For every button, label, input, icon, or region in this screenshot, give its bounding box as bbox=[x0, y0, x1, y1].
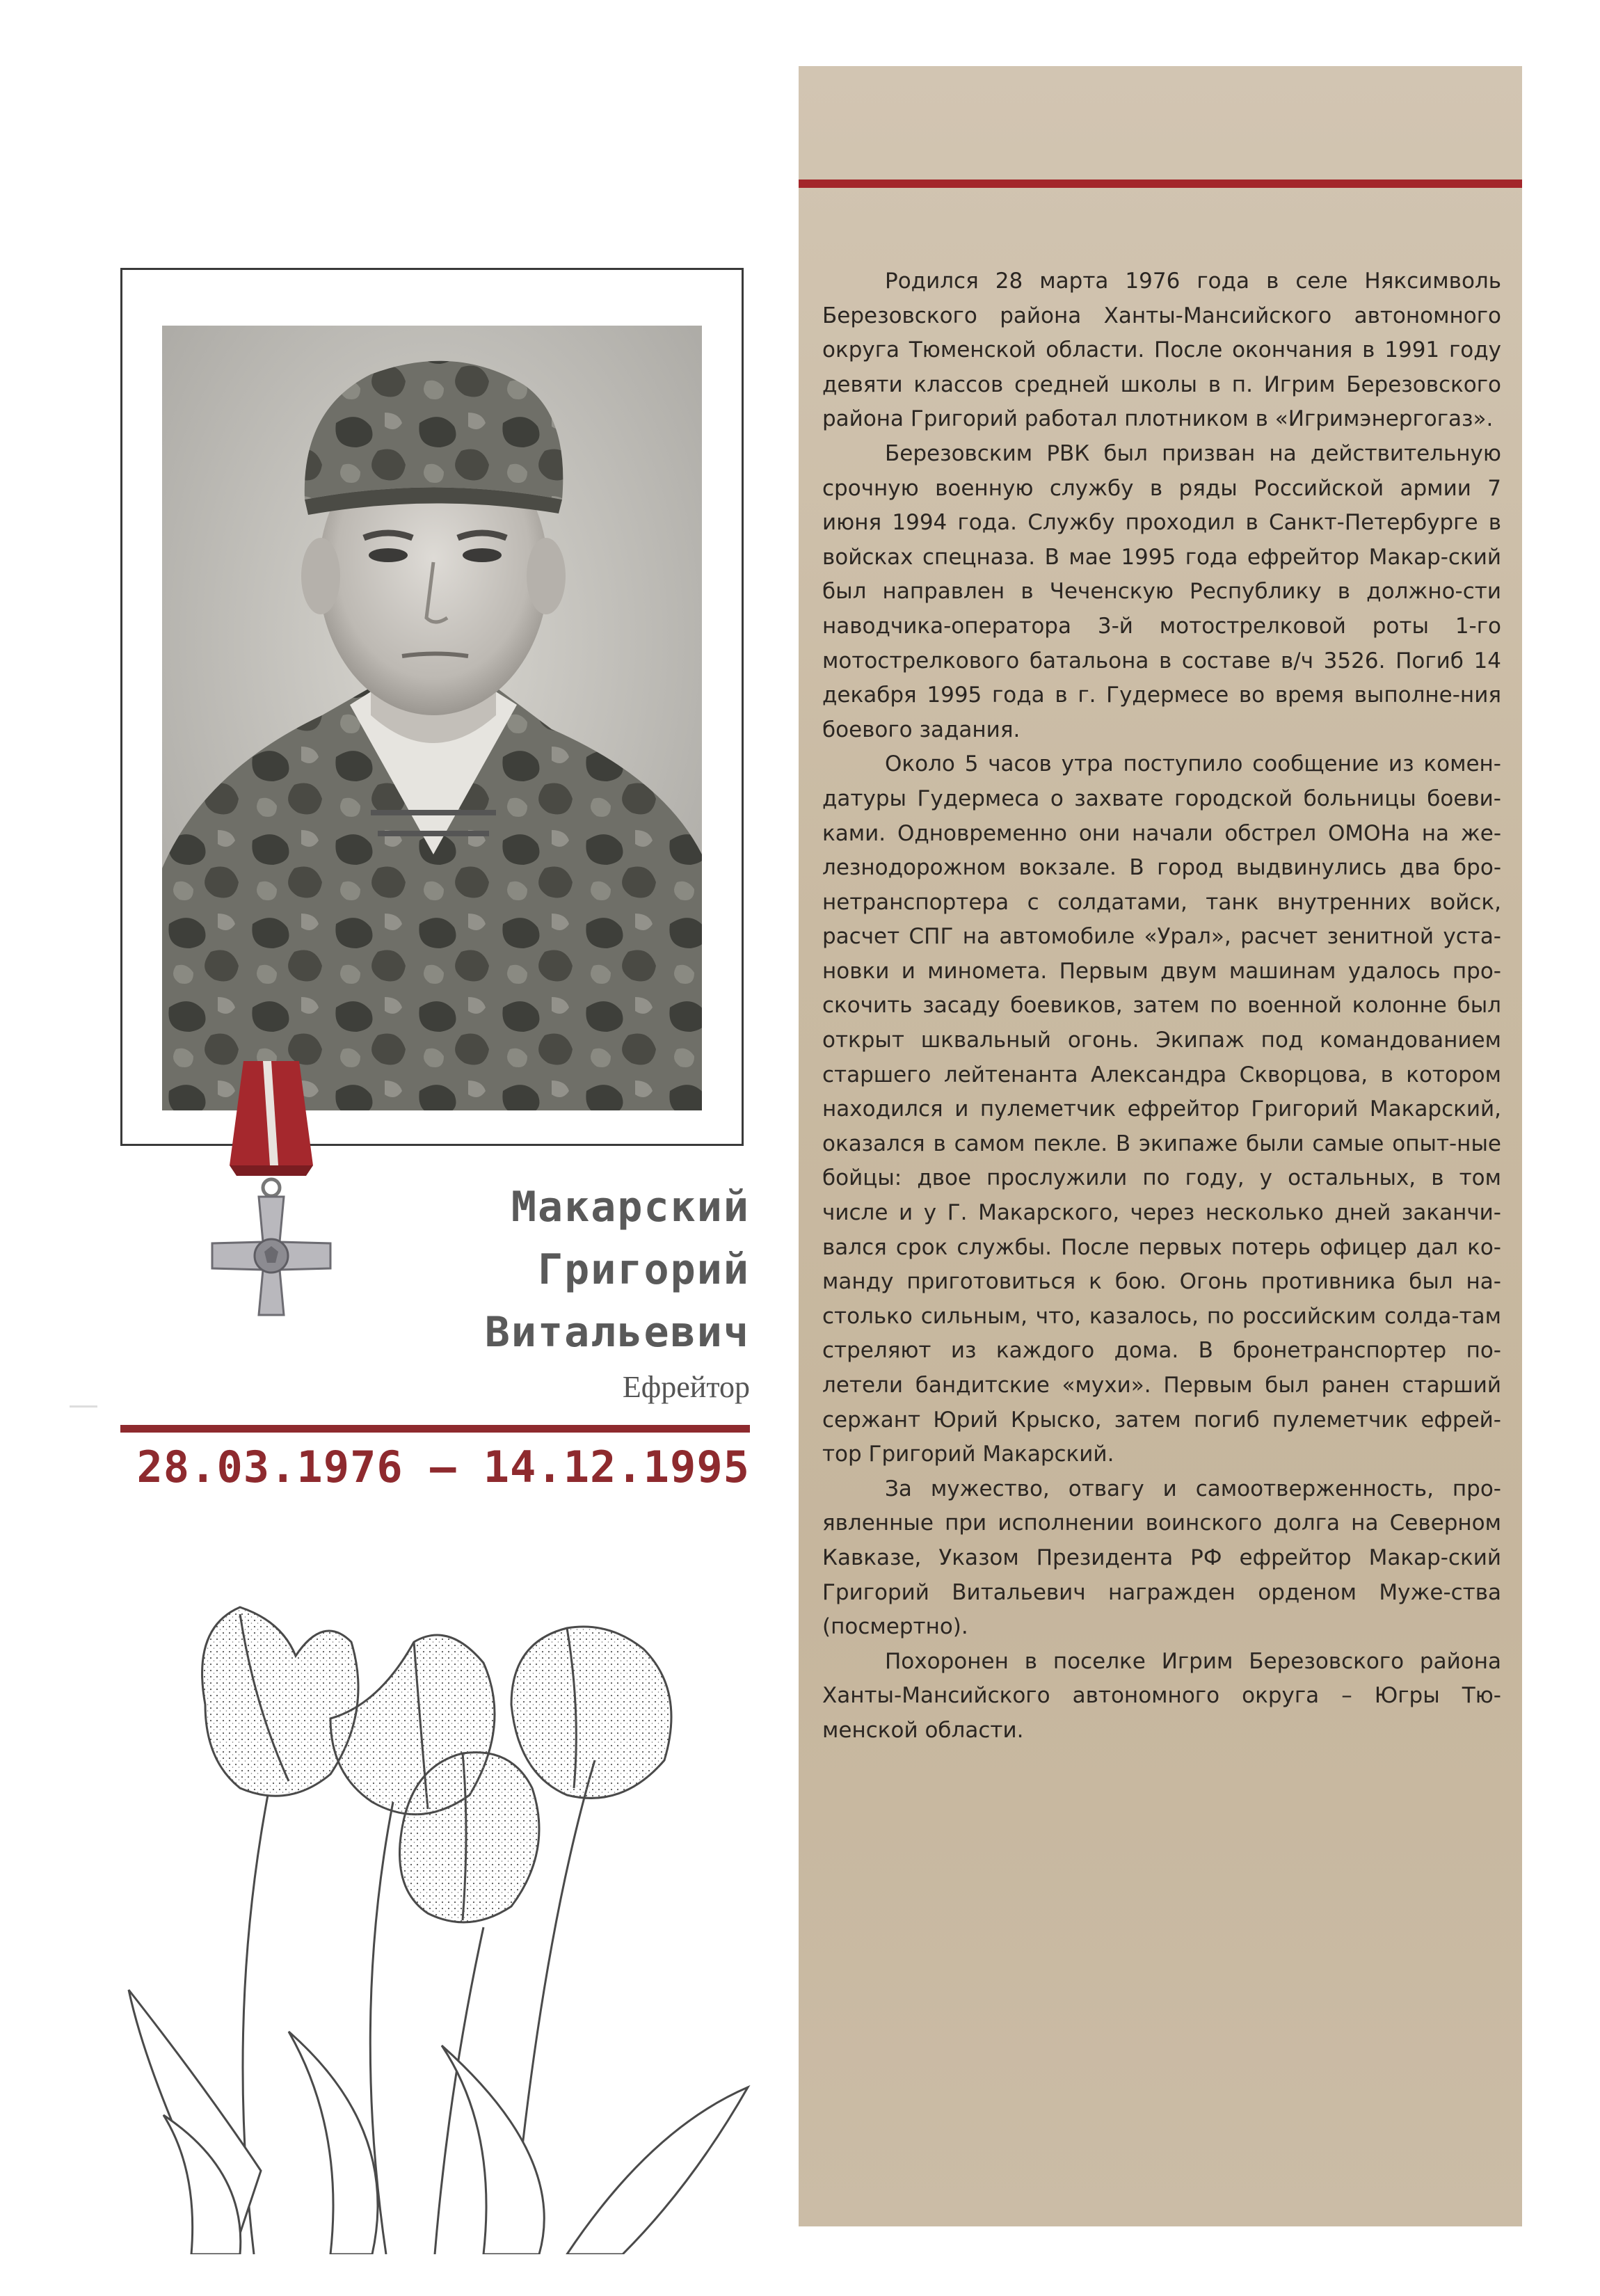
name-block bbox=[360, 1176, 750, 1408]
paragraph: Березовским РВК был призван на действительную срочную военную службу в ряды Российской армии 7 июня 1994 года. Службу проходил в Санкт-Петербурге в войсках спецназа. В мае 1995 года ефрейтор Макар-ский был направлен в Чеченскую Республику в должно-сти наводчика-оператора 3-й мотострелковой роты 1-го мотострелкового батальона в составе в/ч 3526. Погиб 14 декабря 1995 года в г. Гудермесе во время выполне-ния боевого задания. bbox=[822, 440, 1501, 742]
biography-text bbox=[822, 264, 1501, 1748]
tulip-drawing-icon bbox=[122, 1600, 762, 2254]
portrait-photo bbox=[162, 326, 702, 1110]
order-of-courage-icon bbox=[202, 1061, 341, 1325]
life-dates: 28.03.1976 – 14.12.1995 bbox=[136, 1442, 750, 1492]
first-name: Григорий bbox=[538, 1245, 750, 1294]
divider-line bbox=[120, 1425, 750, 1433]
patronymic: Витальевич bbox=[484, 1308, 750, 1357]
paragraph: Родился 28 марта 1976 года в селе Няксимволь Березовского района Ханты-Мансийского автономного округа Тюменской области. После окончания в 1991 году девяти классов средней школы в п. Игрим Березовского района Григорий работал плотником в «Игримэнергогаз». bbox=[822, 269, 1501, 432]
margin-mark bbox=[70, 1405, 97, 1408]
surname: Макарский bbox=[511, 1183, 750, 1231]
military-rank: Ефрейтор bbox=[622, 1370, 750, 1404]
paragraph: Похоронен в поселке Игрим Березовского района Ханты-Мансийского автономного округа – Югры Тю-менской области. bbox=[822, 1648, 1501, 1743]
paragraph: Около 5 часов утра поступило сообщение из комен-датуры Гудермеса о захвате городской больницы боеви-ками. Одновременно они начали обстрел ОМОНа на же-лезнодорожном вокзале. В город выдвинулись два бро-нетранспортера с солдатами, танк внутренних войск, расчет СПГ на автомобиле «Урал», расчет зенитной уста-новки и миномета. Первым двум машинам удалось про-скочить засаду боевиков, затем по военной колонне был открыт шквальный огонь. Экипаж под командованием старшего лейтенанта Александра Скворцова, в котором находился и пулеметчик ефрейтор Григорий Макарский, оказался в самом пекле. В экипаже были самые опыт-ные бойцы: двое прослужили по году, у остальных, в том числе и у Г. Макарского, через несколько дней заканчи-вался срок службы. После первых потерь офицер дал ко-манду приготовиться к бою. Огонь противника был на-столько сильным, что, казалось, по российским солда-там стреляют из каждого дома. В бронетранспортер по-летели бандитские «мухи». Первым был ранен старший сержант Юрий Крыско, затем погиб пулеметчик ефрей-тор Григорий Макарский. bbox=[822, 751, 1501, 1467]
panel-top-rule bbox=[799, 180, 1522, 188]
paragraph: За мужество, отвагу и самоотверженность, про-явленные при исполнении воинского долга на Северном Кавказе, Указом Президента РФ ефрейтор Макар-ский Григорий Витальевич награжден орденом Муже-ства (посмертно). bbox=[822, 1476, 1501, 1640]
